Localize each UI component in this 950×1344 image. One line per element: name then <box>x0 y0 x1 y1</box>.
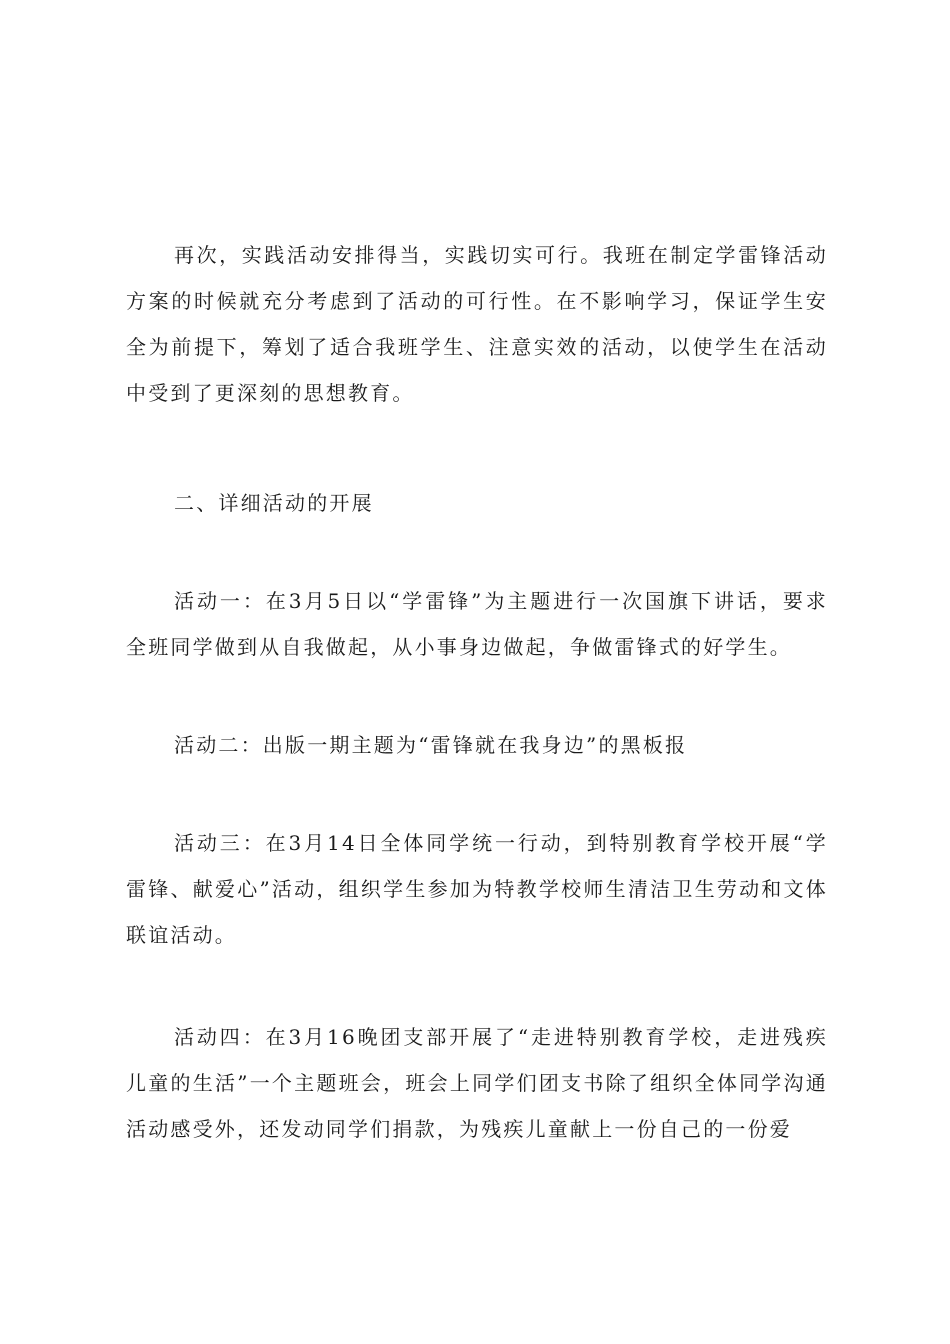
paragraph-practice-arrangement: 再次，实践活动安排得当，实践切实可行。我班在制定学雷锋活动方案的时候就充分考虑到了活动的可行性。在不影响学习，保证学生安全为前提下，筹划了适合我班学生、注意实效的活动，以使学生在活动中受到了更深刻的思想教育。 <box>126 243 828 405</box>
section-heading-activities: 二、详细活动的开展 <box>174 491 374 515</box>
paragraph-activity-three: 活动三：在3月14日全体同学统一行动，到特别教育学校开展“学雷锋、献爱心”活动，组织学生参加为特教学校师生清洁卫生劳动和文体联谊活动。 <box>126 831 828 947</box>
paragraph-activity-four: 活动四：在3月16晚团支部开展了“走进特别教育学校，走进残疾儿童的生活”一个主题班会，班会上同学们团支书除了组织全体同学沟通活动感受外，还发动同学们捐款，为残疾儿童献上一份自己的一份爱 <box>126 1025 828 1141</box>
paragraph-activity-one: 活动一：在3月5日以“学雷锋”为主题进行一次国旗下讲话，要求全班同学做到从自我做起，从小事身边做起，争做雷锋式的好学生。 <box>126 589 828 659</box>
paragraph-activity-two: 活动二：出版一期主题为“雷锋就在我身边”的黑板报 <box>174 733 688 757</box>
